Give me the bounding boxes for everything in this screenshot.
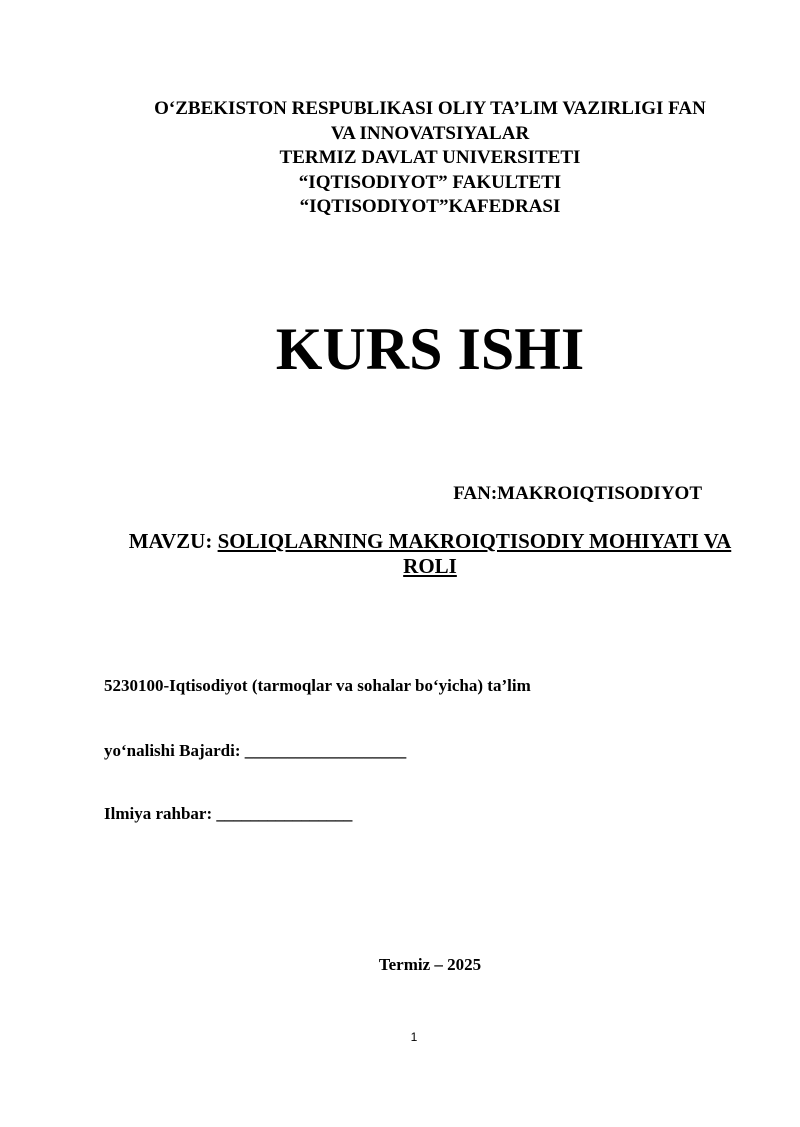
topic-label: MAVZU: xyxy=(128,529,218,553)
document-title: KURS ISHI xyxy=(275,316,585,382)
header-line-faculty: “IQTISODIYOT” FAKULTETI xyxy=(298,171,562,193)
place-year: Termiz – 2025 xyxy=(378,955,482,974)
header-line-ministry: O‘ZBEKISTON RESPUBLIKASI OLIY TA’LIM VAZIRLIGI FAN xyxy=(154,98,706,119)
header-line-department: “IQTISODIYOT”KAFEDRASI xyxy=(299,196,561,217)
topic-text: SOLIQLARNING MAKROIQTISODIY MOHIYATI VA ROLI xyxy=(217,529,732,578)
institution-header xyxy=(100,97,760,220)
header-line-university: TERMIZ DAVLAT UNIVERSITETI xyxy=(279,147,581,168)
page-number: 1 xyxy=(410,1030,418,1044)
header-line-ministry-cont: VA INNOVATSIYALAR xyxy=(330,122,530,144)
subject-line: FAN:MAKROIQTISODIYOT xyxy=(453,483,702,504)
performed-by-field: yo‘nalishi Bajardi: ___________________ xyxy=(104,741,407,760)
topic-line xyxy=(100,529,760,579)
supervisor-field: Ilmiya rahbar: ________________ xyxy=(104,804,353,823)
study-direction: 5230100-Iqtisodiyot (tarmoqlar va sohalar bo‘yicha) ta’lim xyxy=(104,676,531,695)
